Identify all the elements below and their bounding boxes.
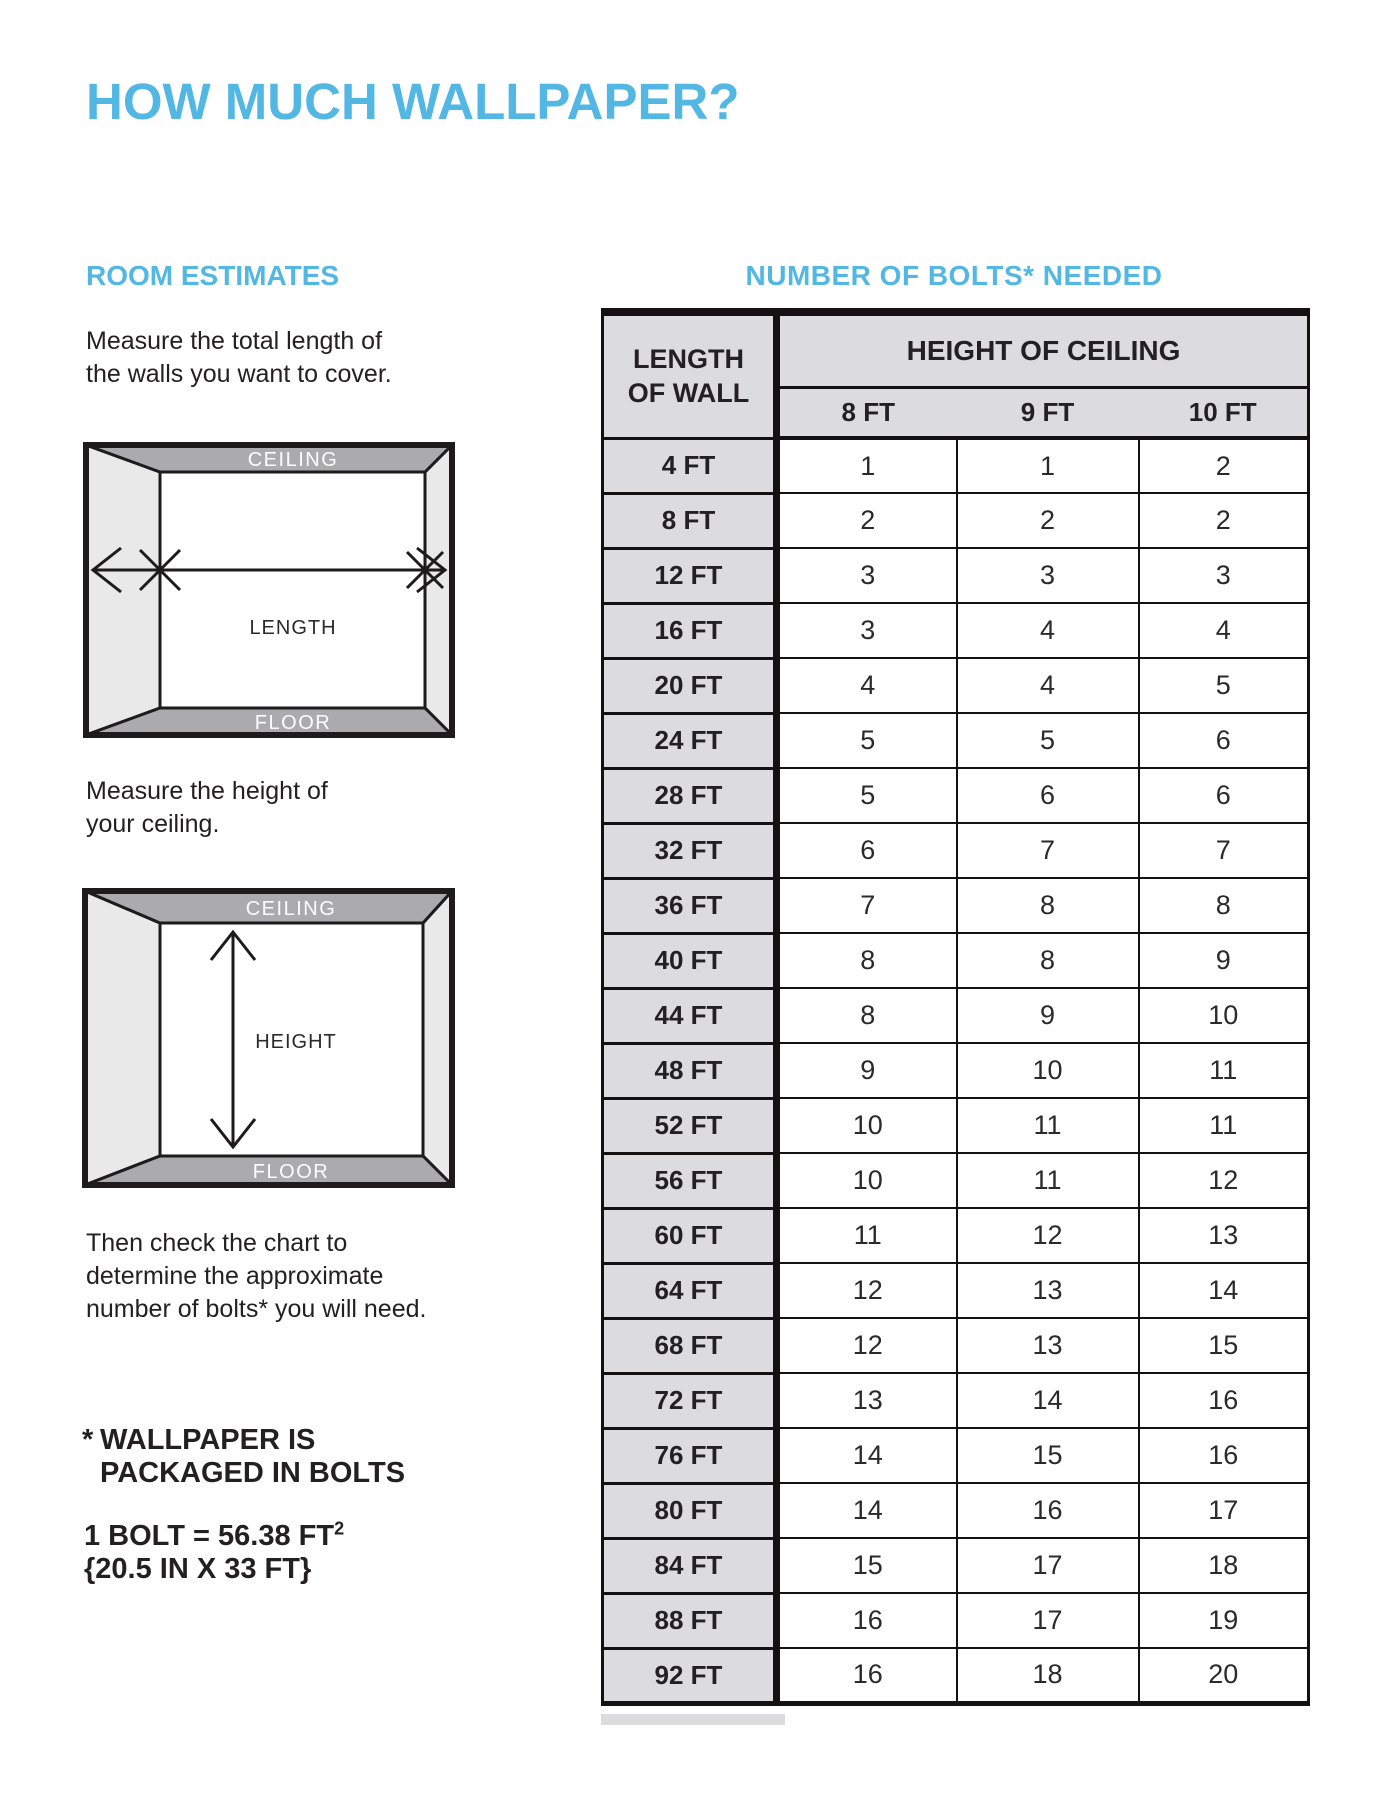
cell-bolts-10ft: 5 <box>1139 658 1309 713</box>
floor-label: FLOOR <box>252 1161 330 1183</box>
cell-bolts-8ft: 6 <box>777 823 957 878</box>
cell-bolts-9ft: 4 <box>957 658 1139 713</box>
cell-bolts-8ft: 10 <box>777 1098 957 1153</box>
cell-bolts-10ft: 11 <box>1139 1043 1309 1098</box>
step-line: number of bolts* you will need. <box>86 1295 427 1323</box>
bolt-formula: 1 BOLT = 56.38 $FT^2$ <box>84 1518 345 1552</box>
cell-bolts-8ft: 16 <box>777 1593 957 1648</box>
row-length-label: 12 FT <box>603 548 777 603</box>
bolts-table <box>601 308 1310 1706</box>
table-row <box>603 438 1309 493</box>
length-of-wall-header: LENGTH OF WALL <box>603 312 777 438</box>
cell-bolts-10ft: 18 <box>1139 1538 1309 1593</box>
row-length-label: 64 FT <box>603 1263 777 1318</box>
cell-bolts-8ft: 8 <box>777 988 957 1043</box>
cell-bolts-10ft: 16 <box>1139 1373 1309 1428</box>
cell-bolts-10ft: 3 <box>1139 548 1309 603</box>
cell-bolts-8ft: 9 <box>777 1043 957 1098</box>
right-wall-face <box>425 445 452 735</box>
cell-bolts-8ft: 10 <box>777 1153 957 1208</box>
cell-bolts-8ft: 15 <box>777 1538 957 1593</box>
table-row <box>603 1098 1309 1153</box>
height-label: HEIGHT <box>255 1031 337 1053</box>
step-check-chart <box>86 1227 426 1326</box>
cell-bolts-9ft: 7 <box>957 823 1139 878</box>
cell-bolts-9ft: 6 <box>957 768 1139 823</box>
row-length-label: 8 FT <box>603 493 777 548</box>
row-length-label: 52 FT <box>603 1098 777 1153</box>
table-row <box>603 988 1309 1043</box>
table-row <box>603 1648 1309 1703</box>
bolt-dimensions: {20.5 IN X 33 FT} <box>84 1553 312 1585</box>
cell-bolts-10ft: 16 <box>1139 1428 1309 1483</box>
cell-bolts-9ft: 17 <box>957 1538 1139 1593</box>
step-line: Measure the total length of <box>86 327 383 355</box>
cell-bolts-9ft: 10 <box>957 1043 1139 1098</box>
cell-bolts-8ft: 12 <box>777 1263 957 1318</box>
asterisk: * <box>82 1424 94 1456</box>
cell-bolts-8ft: 5 <box>777 713 957 768</box>
row-length-label: 44 FT <box>603 988 777 1043</box>
table-row <box>603 933 1309 988</box>
row-length-label: 76 FT <box>603 1428 777 1483</box>
length-diagram <box>83 442 455 738</box>
cell-bolts-9ft: 8 <box>957 878 1139 933</box>
table-row <box>603 548 1309 603</box>
cell-bolts-10ft: 10 <box>1139 988 1309 1043</box>
row-length-label: 32 FT <box>603 823 777 878</box>
table-row <box>603 823 1309 878</box>
cell-bolts-9ft: 1 <box>957 438 1139 493</box>
cell-bolts-9ft: 14 <box>957 1373 1139 1428</box>
label-column-bottom-strip <box>601 1714 785 1725</box>
cell-bolts-10ft: 6 <box>1139 768 1309 823</box>
table-row <box>603 1483 1309 1538</box>
column-header-9ft: 9 FT <box>957 388 1139 439</box>
footnote-line <box>82 1424 405 1457</box>
table-row <box>603 493 1309 548</box>
step-line: the walls you want to cover. <box>86 360 392 388</box>
column-header-10ft: 10 FT <box>1139 388 1309 439</box>
row-length-label: 40 FT <box>603 933 777 988</box>
table-row <box>603 1593 1309 1648</box>
cell-bolts-9ft: 11 <box>957 1098 1139 1153</box>
cell-bolts-9ft: 8 <box>957 933 1139 988</box>
footnote-line: PACKAGED IN BOLTS <box>100 1457 406 1489</box>
cell-bolts-8ft: 11 <box>777 1208 957 1263</box>
cell-bolts-8ft: 8 <box>777 933 957 988</box>
back-wall-face <box>160 472 425 708</box>
ceiling-label: CEILING <box>247 449 339 471</box>
table-row <box>603 768 1309 823</box>
left-wall-face <box>85 891 160 1185</box>
row-length-label: 80 FT <box>603 1483 777 1538</box>
cell-bolts-8ft: 12 <box>777 1318 957 1373</box>
cell-bolts-9ft: 5 <box>957 713 1139 768</box>
cell-bolts-9ft: 9 <box>957 988 1139 1043</box>
height-diagram <box>82 888 455 1188</box>
table-row <box>603 1043 1309 1098</box>
footnote-text: WALLPAPER IS <box>100 1424 316 1456</box>
row-length-label: 68 FT <box>603 1318 777 1373</box>
table-row <box>603 1318 1309 1373</box>
cell-bolts-10ft: 11 <box>1139 1098 1309 1153</box>
cell-bolts-9ft: 15 <box>957 1428 1139 1483</box>
cell-bolts-10ft: 2 <box>1139 438 1309 493</box>
step-line: Measure the height of <box>86 777 328 805</box>
cell-bolts-10ft: 2 <box>1139 493 1309 548</box>
cell-bolts-9ft: 16 <box>957 1483 1139 1538</box>
row-length-label: 84 FT <box>603 1538 777 1593</box>
cell-bolts-8ft: 14 <box>777 1428 957 1483</box>
bolts-footnote <box>82 1424 405 1490</box>
table-row <box>603 1153 1309 1208</box>
cell-bolts-9ft: 13 <box>957 1318 1139 1373</box>
table-row <box>603 658 1309 713</box>
cell-bolts-10ft: 6 <box>1139 713 1309 768</box>
cell-bolts-10ft: 15 <box>1139 1318 1309 1373</box>
column-header-8ft: 8 FT <box>777 388 957 439</box>
step-measure-length <box>86 325 392 391</box>
bolt-table-body <box>603 438 1309 1703</box>
row-length-label: 48 FT <box>603 1043 777 1098</box>
cell-bolts-10ft: 14 <box>1139 1263 1309 1318</box>
row-length-label: 72 FT <box>603 1373 777 1428</box>
page-title: HOW MUCH WALLPAPER? <box>86 73 740 130</box>
table-row <box>603 713 1309 768</box>
cell-bolts-8ft: 16 <box>777 1648 957 1703</box>
room-estimates-heading: ROOM ESTIMATES <box>86 260 340 291</box>
table-row <box>603 1373 1309 1428</box>
row-length-label: 24 FT <box>603 713 777 768</box>
cell-bolts-9ft: 17 <box>957 1593 1139 1648</box>
table-row <box>603 1538 1309 1593</box>
cell-bolts-9ft: 2 <box>957 493 1139 548</box>
row-length-label: 60 FT <box>603 1208 777 1263</box>
cell-bolts-9ft: 3 <box>957 548 1139 603</box>
row-length-label: 92 FT <box>603 1648 777 1703</box>
cell-bolts-9ft: 12 <box>957 1208 1139 1263</box>
cell-bolts-10ft: 13 <box>1139 1208 1309 1263</box>
cell-bolts-10ft: 20 <box>1139 1648 1309 1703</box>
row-length-label: 36 FT <box>603 878 777 933</box>
cell-bolts-8ft: 14 <box>777 1483 957 1538</box>
step-line: determine the approximate <box>86 1262 384 1290</box>
cell-bolts-8ft: 3 <box>777 548 957 603</box>
right-wall-face <box>423 891 452 1185</box>
row-length-label: 16 FT <box>603 603 777 658</box>
cell-bolts-10ft: 17 <box>1139 1483 1309 1538</box>
cell-bolts-10ft: 12 <box>1139 1153 1309 1208</box>
row-length-label: 28 FT <box>603 768 777 823</box>
cell-bolts-10ft: 19 <box>1139 1593 1309 1648</box>
step-line: your ceiling. <box>86 810 220 838</box>
cell-bolts-8ft: 3 <box>777 603 957 658</box>
table-row <box>603 1263 1309 1318</box>
cell-bolts-10ft: 4 <box>1139 603 1309 658</box>
table-row <box>603 1428 1309 1483</box>
row-length-label: 88 FT <box>603 1593 777 1648</box>
superscript-2: 2 <box>334 1518 345 1539</box>
floor-label: FLOOR <box>254 712 332 734</box>
table-row <box>603 603 1309 658</box>
cell-bolts-8ft: 7 <box>777 878 957 933</box>
cell-bolts-10ft: 8 <box>1139 878 1309 933</box>
row-length-label: 56 FT <box>603 1153 777 1208</box>
row-length-label: 20 FT <box>603 658 777 713</box>
height-of-ceiling-header: HEIGHT OF CEILING <box>777 312 1309 388</box>
bolt-size-info <box>84 1520 344 1586</box>
cell-bolts-9ft: 13 <box>957 1263 1139 1318</box>
cell-bolts-8ft: 5 <box>777 768 957 823</box>
cell-bolts-9ft: 11 <box>957 1153 1139 1208</box>
cell-bolts-9ft: 4 <box>957 603 1139 658</box>
ceiling-label: CEILING <box>245 898 337 920</box>
bolts-table-heading: NUMBER OF BOLTS* NEEDED <box>745 260 1163 291</box>
cell-bolts-8ft: 4 <box>777 658 957 713</box>
table-row <box>603 1208 1309 1263</box>
cell-bolts-8ft: 13 <box>777 1373 957 1428</box>
row-length-label: 4 FT <box>603 438 777 493</box>
cell-bolts-9ft: 18 <box>957 1648 1139 1703</box>
table-row <box>603 878 1309 933</box>
step-line: Then check the chart to <box>86 1229 348 1257</box>
cell-bolts-8ft: 1 <box>777 438 957 493</box>
step-measure-height <box>86 775 328 841</box>
left-wall-face <box>86 445 160 735</box>
cell-bolts-10ft: 7 <box>1139 823 1309 878</box>
length-label: LENGTH <box>249 617 337 639</box>
cell-bolts-10ft: 9 <box>1139 933 1309 988</box>
cell-bolts-8ft: 2 <box>777 493 957 548</box>
